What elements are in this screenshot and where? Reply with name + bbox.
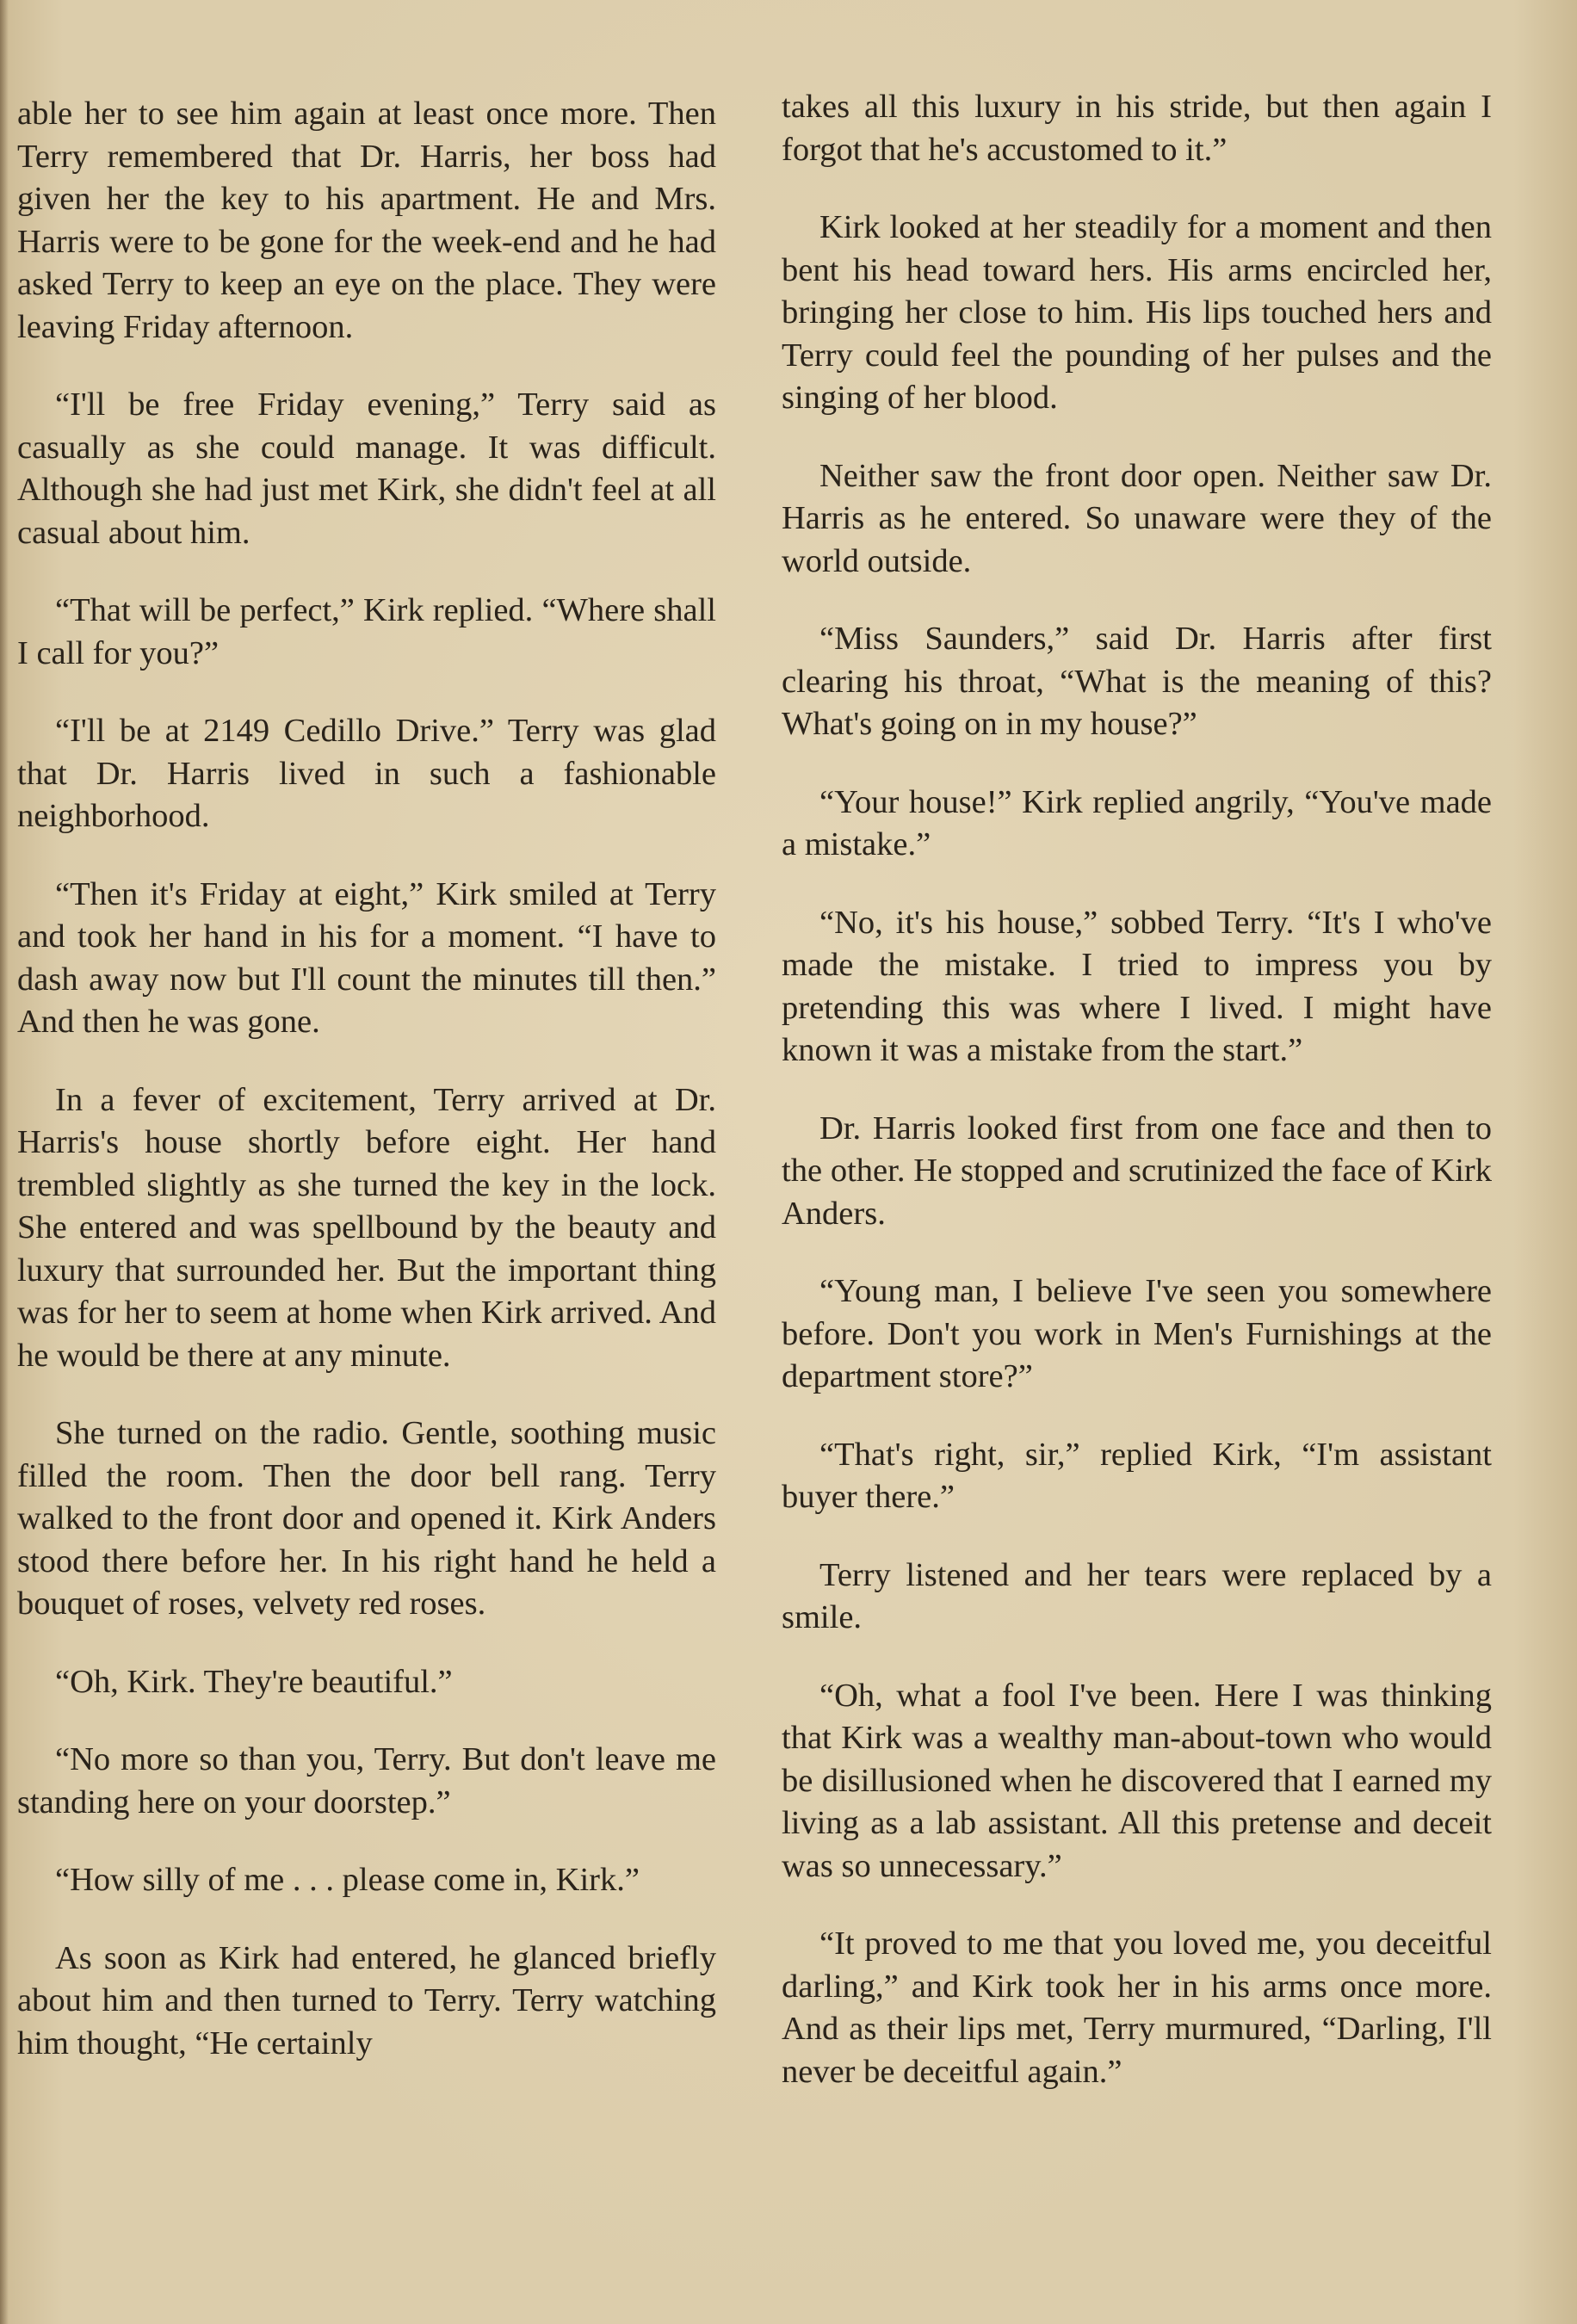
right-column	[782, 86, 1492, 2093]
paragraph: “Your house!” Kirk replied angrily, “You've made a mistake.”	[782, 783, 1492, 862]
paragraph: “It proved to me that you loved me, you deceitful darling,” and Kirk took her in his arms once more. And as their lips met, Terry murmured, “Darling, I'll never be deceitful again.”	[782, 1925, 1492, 2090]
paragraph: As soon as Kirk had entered, he glanced briefly about him and then turned to Terry. Terry watching him thought, “He certainly	[17, 1939, 716, 2061]
paragraph: takes all this luxury in his stride, but then again I forgot that he's accustomed to it.”	[782, 89, 1492, 168]
paragraph: She turned on the radio. Gentle, soothing music filled the room. Then the door bell rang. Terry walked to the front door and opened it. Kirk Anders stood there before her. In his right hand he held a bouquet of roses, velvety red roses.	[17, 1415, 716, 1622]
paragraph: “No, it's his house,” sobbed Terry. “It's I who've made the mistake. I tried to impress you by pretending this was where I lived. I might have known it was a mistake from the start.”	[782, 904, 1492, 1068]
paragraph: “Miss Saunders,” said Dr. Harris after first clearing his throat, “What is the meaning of this? What's going on in my house?”	[782, 621, 1492, 742]
paragraph: Neither saw the front door open. Neither saw Dr. Harris as he entered. So unaware were they of the world outside.	[782, 457, 1492, 579]
paragraph: “No more so than you, Terry. But don't leave me standing here on your doorstep.”	[17, 1741, 716, 1820]
paragraph: Kirk looked at her steadily for a moment and then bent his head toward hers. His arms encircled her, bringing her close to him. His lips touched hers and Terry could feel the pounding of her pulses and the singing of her blood.	[782, 209, 1492, 416]
paragraph: “That's right, sir,” replied Kirk, “I'm assistant buyer there.”	[782, 1436, 1492, 1515]
page-edge-shadow	[0, 0, 9, 2324]
left-column	[17, 93, 716, 2065]
paragraph: In a fever of excitement, Terry arrived at Dr. Harris's house shortly before eight. Her hand trembled slightly as she turned the key in the lock. She entered and was spellbound by the beauty and luxury that surrounded her. But the important thing was for her to seem at home when Kirk arrived. And he would be there at any minute.	[17, 1081, 716, 1374]
paragraph: “That will be perfect,” Kirk replied. “Where shall I call for you?”	[17, 592, 716, 671]
paragraph: Dr. Harris looked first from one face and then to the other. He stopped and scrutinized the face of Kirk Anders.	[782, 1109, 1492, 1232]
paragraph: Terry listened and her tears were replaced by a smile.	[782, 1556, 1492, 1635]
paragraph: “How silly of me . . . please come in, Kirk.”	[55, 1862, 640, 1898]
paragraph: “I'll be at 2149 Cedillo Drive.” Terry was glad that Dr. Harris lived in such a fashionable neighborhood.	[17, 713, 716, 834]
paragraph: “Oh, what a fool I've been. Here I was thinking that Kirk was a wealthy man-about-town who would be disillusioned when he discovered that I earned my living as a lab assistant. All this pretense and deceit was so unnecessary.”	[782, 1677, 1492, 1884]
paragraph: “Then it's Friday at eight,” Kirk smiled at Terry and took her hand in his for a moment. “I have to dash away now but I'll count the minutes till then.” And then he was gone.	[17, 875, 716, 1040]
paragraph: “I'll be free Friday evening,” Terry said as casually as she could manage. It was difficult. Although she had just met Kirk, she didn't feel at all casual about him.	[17, 386, 716, 551]
paragraph: able her to see him again at least once more. Then Terry remembered that Dr. Harris, her boss had given her the key to his apartment. He and Mrs. Harris were to be gone for the week-end and he had asked Terry to keep an eye on the place. They were leaving Friday afternoon.	[17, 96, 716, 345]
paragraph: “Oh, Kirk. They're beautiful.”	[55, 1663, 453, 1700]
paragraph: “Young man, I believe I've seen you somewhere before. Don't you work in Men's Furnishings at the department store?”	[782, 1273, 1492, 1394]
